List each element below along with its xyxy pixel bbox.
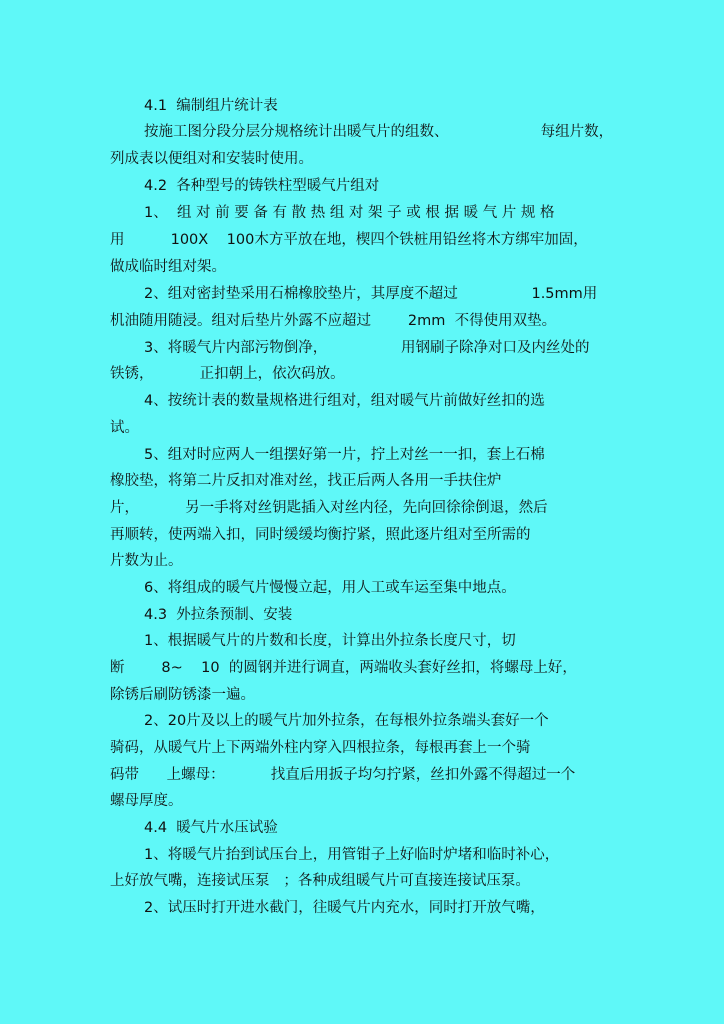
text-line: 做成临时组对架。: [110, 259, 226, 275]
text-line: 1、 组 对 前 要 备 有 散 热 组 对 架 子 或 根 据 暖 气 片 规 格: [144, 205, 555, 221]
text-line: 螺母厚度。: [110, 793, 183, 809]
text-line: 片数为止。: [110, 553, 183, 569]
text-line: 断 8~ 10 的圆钢并进行调直，两端收头套好丝扣，将螺母上好，: [110, 660, 577, 676]
text-line: 1、根据暖气片的片数和长度，计算出外拉条长度尺寸，切: [144, 633, 516, 649]
text-line: 3、将暖气片内部污物倒净， 用钢刷子除净对口及内丝处的: [144, 340, 590, 356]
text-line: 1、将暖气片抬到试压台上，用管钳子上好临时炉堵和临时补心，: [144, 847, 560, 863]
text-line: 按施工图分段分层分规格统计出暖气片的组数、 每组片数，: [144, 124, 614, 140]
section-heading: 4.2 各种型号的铸铁柱型暖气片组对: [144, 178, 380, 194]
text-line: 5、组对时应两人一组摆好第一片，拧上对丝一一扣，套上石棉: [144, 447, 545, 463]
text-line: 4、按统计表的数量规格进行组对，组对暖气片前做好丝扣的选: [144, 393, 545, 409]
text-line: 试。: [110, 420, 139, 436]
section-heading: 4.4 暖气片水压试验: [144, 820, 278, 836]
text-line: 码带 上螺母： 找直后用扳子均匀拧紧，丝扣外露不得超过一个: [110, 767, 576, 783]
text-line: 机油随用随浸。组对后垫片外露不应超过 2mm 不得使用双垫。: [110, 313, 557, 329]
text-line: 6、将组成的暖气片慢慢立起，用人工或车运至集中地点。: [144, 580, 516, 596]
text-line: 2、试压时打开进水截门，往暖气片内充水，同时打开放气嘴，: [144, 900, 545, 916]
text-line: 列成表以便组对和安装时使用。: [110, 151, 313, 167]
text-line: 橡胶垫，将第二片反扣对准对丝，找正后两人各用一手扶住炉: [110, 473, 502, 489]
text-line: 铁锈， 正扣朝上，依次码放。: [110, 366, 345, 382]
section-heading: 4.1 编制组片统计表: [144, 98, 278, 114]
text-line: 2、20片及以上的暖气片加外拉条，在每根外拉条端头套好一个: [144, 713, 549, 729]
section-heading: 4.3 外拉条预制、安装: [144, 607, 293, 623]
text-line: 2、组对密封垫采用石棉橡胶垫片，其厚度不超过 1.5mm用: [144, 286, 598, 302]
text-line: 再顺转，使两端入扣，同时缓缓均衡拧紧，照此逐片组对至所需的: [110, 527, 531, 543]
text-line: 除锈后刷防锈漆一遍。: [110, 687, 255, 703]
text-line: 上好放气嘴，连接试压泵 ；各种成组暖气片可直接连接试压泵。: [110, 873, 530, 889]
text-line: 骑码，从暖气片上下两端外柱内穿入四根拉条，每根再套上一个骑: [110, 740, 531, 756]
text-line: 片， 另一手将对丝钥匙插入对丝内径，先向回徐徐倒退，然后: [110, 500, 548, 516]
text-line: 用 100X 100木方平放在地，楔四个铁桩用铅丝将木方绑牢加固，: [110, 232, 588, 248]
